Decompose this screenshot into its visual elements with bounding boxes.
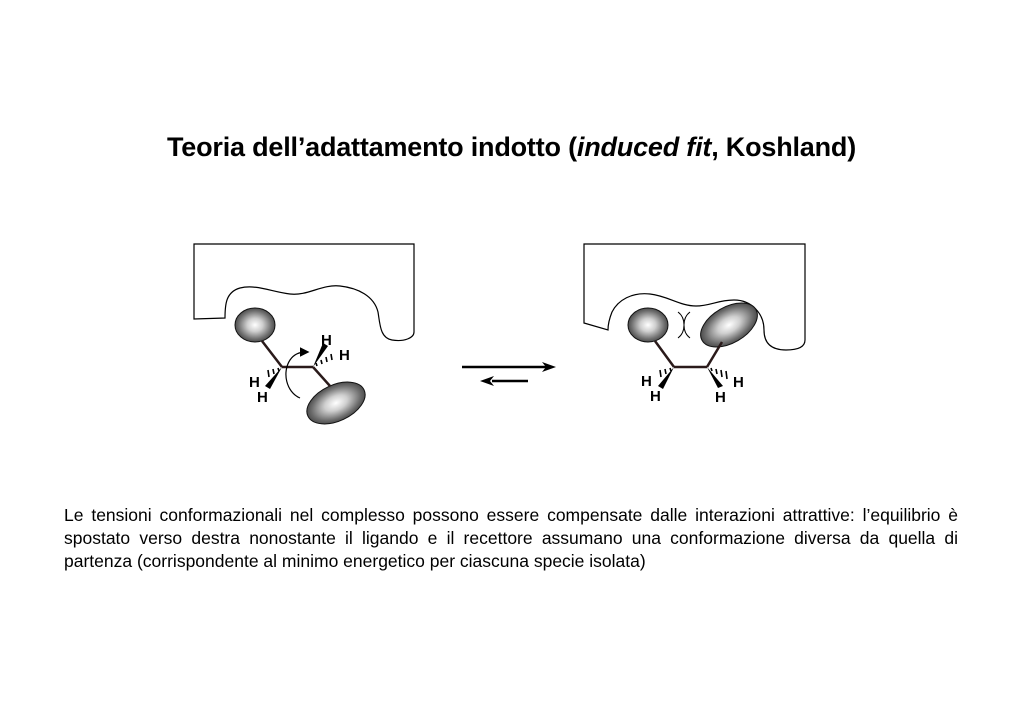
title-part-1: Teoria dell’adattamento indotto (	[166, 132, 577, 162]
equilibrium-arrows	[462, 362, 556, 386]
h-label-left-2: H	[339, 347, 350, 364]
receptor-left	[194, 244, 414, 341]
ligand-right	[628, 294, 765, 406]
receptor-right	[584, 244, 805, 350]
ligand-sphere-left-2	[300, 374, 371, 433]
h-label-left-4: H	[257, 389, 268, 406]
ligand-sphere-right-1	[628, 308, 668, 342]
h-label-left-3: H	[249, 374, 260, 391]
ligand-sphere-left-1	[235, 308, 275, 342]
ligand-left	[235, 308, 372, 432]
h-label-right-2: H	[650, 388, 661, 405]
h-label-right-1: H	[641, 373, 652, 390]
caption-text: Le tensioni conformazionali nel complesso possono essere compensate dalle interazioni attrattive: l’equilibrio è spostato verso destra nonostante il ligando e il recettore assumano una conformazione diversa da quella di partenza (corrispondente al minimo energetico per ciascuna specie isolata)	[64, 505, 958, 571]
title-italic: induced fit	[576, 132, 712, 162]
title-part-2: , Koshland)	[711, 132, 857, 162]
h-label-left-1: H	[321, 332, 332, 349]
h-label-right-3: H	[733, 374, 744, 391]
h-label-right-4: H	[715, 389, 726, 406]
